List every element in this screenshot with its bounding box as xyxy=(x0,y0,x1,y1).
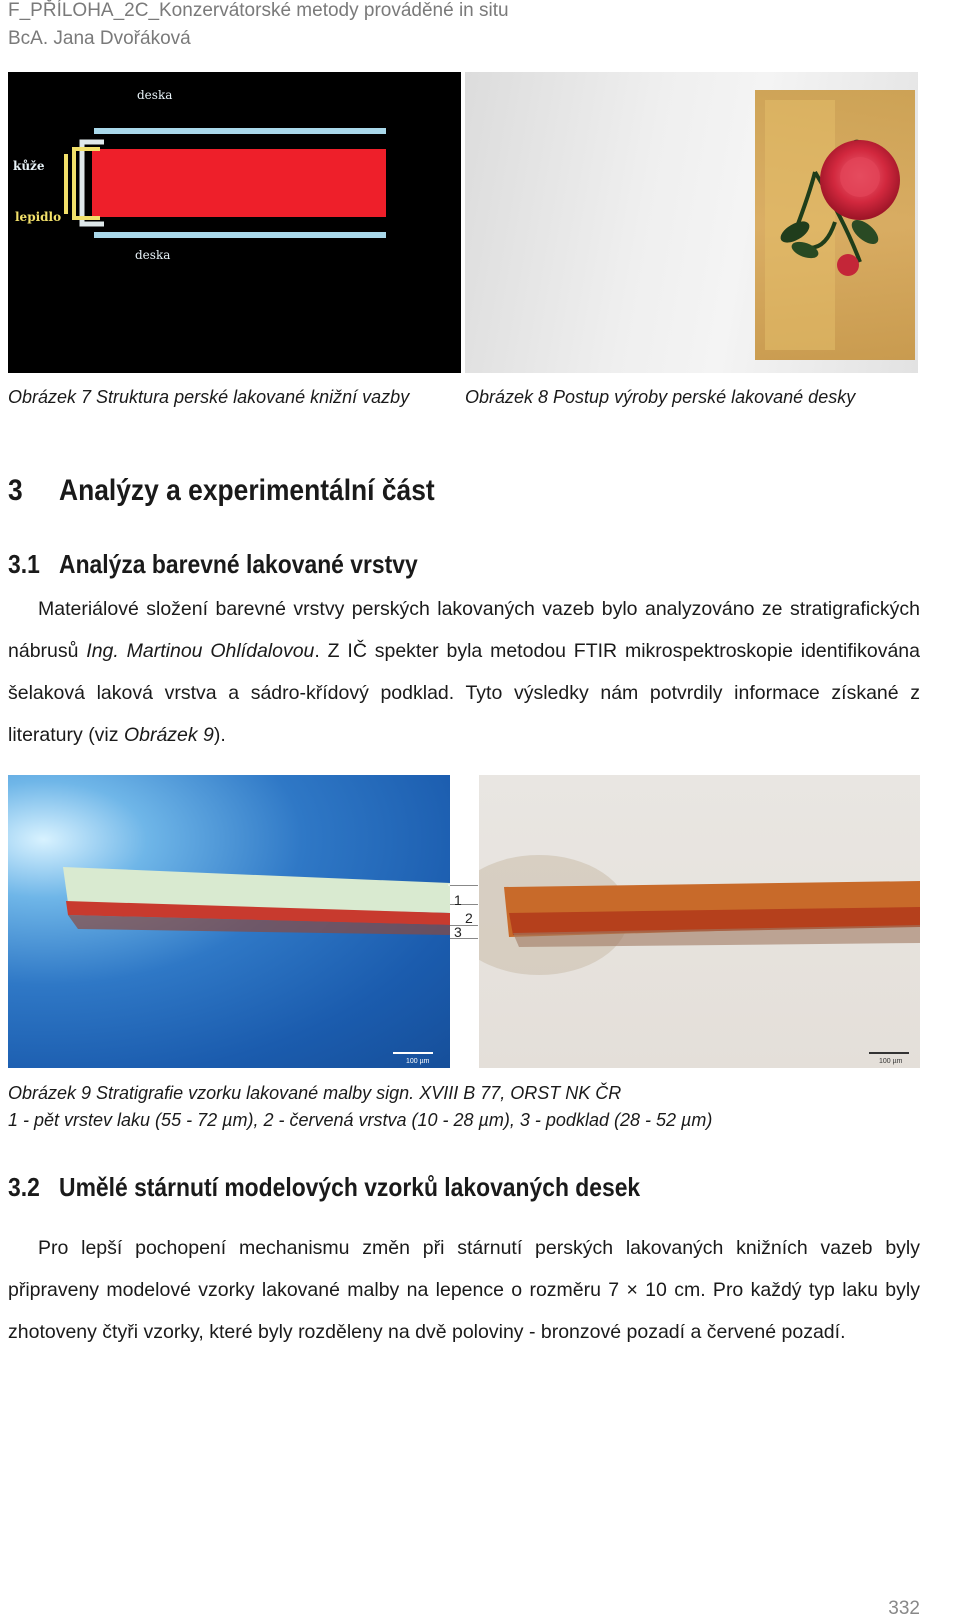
lacquer-panel-illustration xyxy=(465,72,918,373)
section-3-1-title: Analýza barevné lakované vrstvy xyxy=(59,549,418,579)
cross-section-visible xyxy=(479,775,920,1068)
figure-9-caption-line-2: 1 - pět vrstev laku (55 - 72 µm), 2 - červená vrstva (10 - 28 µm), 3 - podklad (28 - 52 µm) xyxy=(8,1110,713,1130)
red-core-block xyxy=(92,149,386,217)
section-3-2-heading xyxy=(8,1172,640,1203)
paragraph-text: Pro lepší pochopení mechanismu změn při stárnutí perských lakovaných knižních vazeb byly připraveny modelové vzorky lakované malby na lepence o rozměru 7 × 10 cm. Pro každý typ laku byly zhotoveny čtyři vzorky, které byly rozděleny na dvě poloviny - bronzové pozadí a červené pozadí. xyxy=(8,1237,920,1343)
paragraph-text: . Z IČ spekter byla metodou FTIR mikrospektroskopie identifikována šelaková laková vrstva a sádro-křídový podklad. Tyto výsledky nám potvrdily informace získané z literatury (viz xyxy=(8,640,920,746)
layer-label-2: 2 xyxy=(465,910,473,926)
label-deska-top: deska xyxy=(137,88,173,102)
label-deska-bottom: deska xyxy=(135,248,171,262)
section-3-heading xyxy=(8,474,435,508)
binding-structure-diagram xyxy=(8,72,461,373)
section-3-title: Analýzy a experimentální část xyxy=(59,474,435,507)
scale-bar xyxy=(869,1052,909,1054)
document-header-title: F_PŘÍLOHA_2C_Konzervátorské metody prováděné in situ xyxy=(8,0,509,21)
rose-center xyxy=(840,157,880,197)
scale-bar xyxy=(393,1052,433,1054)
cross-section-uv xyxy=(8,775,450,1068)
figure-9-right-photo xyxy=(479,775,920,1068)
section-3-1-number: 3.1 xyxy=(8,549,40,579)
paragraph-text: ). xyxy=(213,724,226,746)
figure-7-caption: Obrázek 7 Struktura perské lakované knižní vazby xyxy=(8,387,410,407)
layer-label-3: 3 xyxy=(454,924,462,940)
rose-bud xyxy=(837,254,859,276)
section-3-2-title: Umělé stárnutí modelových vzorků lakovaných desek xyxy=(59,1172,641,1202)
section-3-number: 3 xyxy=(8,474,23,507)
page-number: 332 xyxy=(888,1598,920,1619)
section-3-2-paragraph xyxy=(8,1227,920,1353)
label-kuze: kůže xyxy=(13,159,45,173)
paragraph-author: Ing. Martinou Ohlídalovou xyxy=(86,640,315,662)
layer-label-1: 1 xyxy=(454,892,462,908)
paragraph-text: Materiálové složení barevné vrstvy perských lakovaných vazeb bylo analyzováno ze stratigrafických nábrusů xyxy=(8,598,920,662)
bottom-board-bar xyxy=(94,232,386,238)
document-header-author: BcA. Jana Dvořáková xyxy=(8,28,191,49)
figure-8-caption: Obrázek 8 Postup výroby perské lakované desky xyxy=(465,387,856,407)
top-board-bar xyxy=(94,128,386,134)
section-3-1-paragraph xyxy=(8,588,920,756)
section-3-2-number: 3.2 xyxy=(8,1172,40,1202)
figure-7-diagram xyxy=(8,72,461,373)
figure-9-caption-line-1: Obrázek 9 Stratigrafie vzorku lakované malby sign. XVIII B 77, ORST NK ČR xyxy=(8,1083,622,1103)
label-lepidlo: lepidlo xyxy=(15,210,62,224)
section-3-1-heading xyxy=(8,549,418,580)
figure-reference: Obrázek 9 xyxy=(123,724,214,746)
layer-markers xyxy=(450,880,480,950)
scale-label: 100 µm xyxy=(406,1058,430,1065)
figure-8-photo xyxy=(465,72,918,373)
figure-9-left-photo xyxy=(8,775,450,1068)
scale-label: 100 µm xyxy=(879,1058,903,1065)
